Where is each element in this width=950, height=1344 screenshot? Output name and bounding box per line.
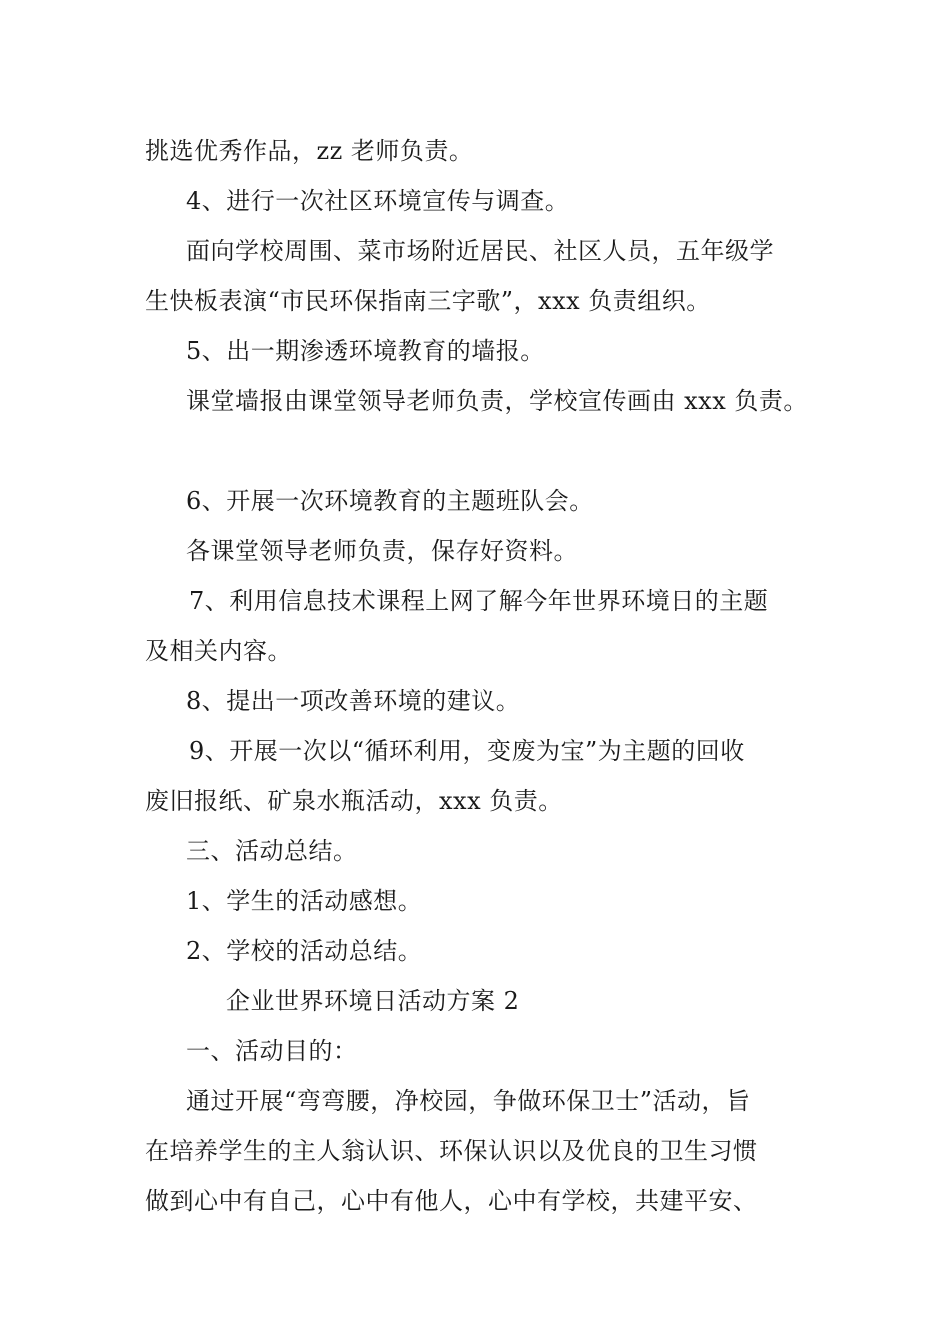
text-line: 1、学生的活动感想。 (186, 887, 423, 915)
text-line: 6、开展一次环境教育的主题班队会。 (186, 487, 594, 515)
text-line: 9、开展一次以“循环利用，变废为宝”为主题的回收 (189, 737, 745, 765)
text-line: 8、提出一项改善环境的建议。 (186, 687, 521, 715)
section-heading: 三、活动总结。 (186, 837, 358, 865)
text-line: 2、学校的活动总结。 (186, 937, 423, 965)
text-line: 挑选优秀作品，zz 老师负责。 (145, 137, 474, 165)
text-line: 4、进行一次社区环境宣传与调查。 (186, 187, 570, 215)
text-line: 在培养学生的主人翁认识、环保认识以及优良的卫生习惯 (145, 1137, 758, 1165)
text-line: 课堂墙报由课堂领导老师负责，学校宣传画由 xxx 负责。 (186, 387, 808, 415)
text-line: 废旧报纸、矿泉水瓶活动，xxx 负责。 (145, 787, 563, 815)
text-line: 各课堂领导老师负责，保存好资料。 (186, 537, 578, 565)
text-line: 面向学校周围、菜市场附近居民、社区人员，五年级学 (186, 237, 774, 265)
section-title: 企业世界环境日活动方案 2 (226, 987, 520, 1015)
section-heading: 一、活动目的： (186, 1037, 358, 1065)
text-line: 做到心中有自己，心中有他人，心中有学校，共建平安、 (145, 1187, 758, 1215)
text-line: 通过开展“弯弯腰，净校园，争做环保卫士”活动，旨 (186, 1087, 751, 1115)
text-line: 5、出一期渗透环境教育的墙报。 (186, 337, 545, 365)
text-line: 及相关内容。 (145, 637, 292, 665)
text-line: 生快板表演“市民环保指南三字歌”，xxx 负责组织。 (145, 287, 711, 315)
text-line: 7、利用信息技术课程上网了解今年世界环境日的主题 (189, 587, 769, 615)
